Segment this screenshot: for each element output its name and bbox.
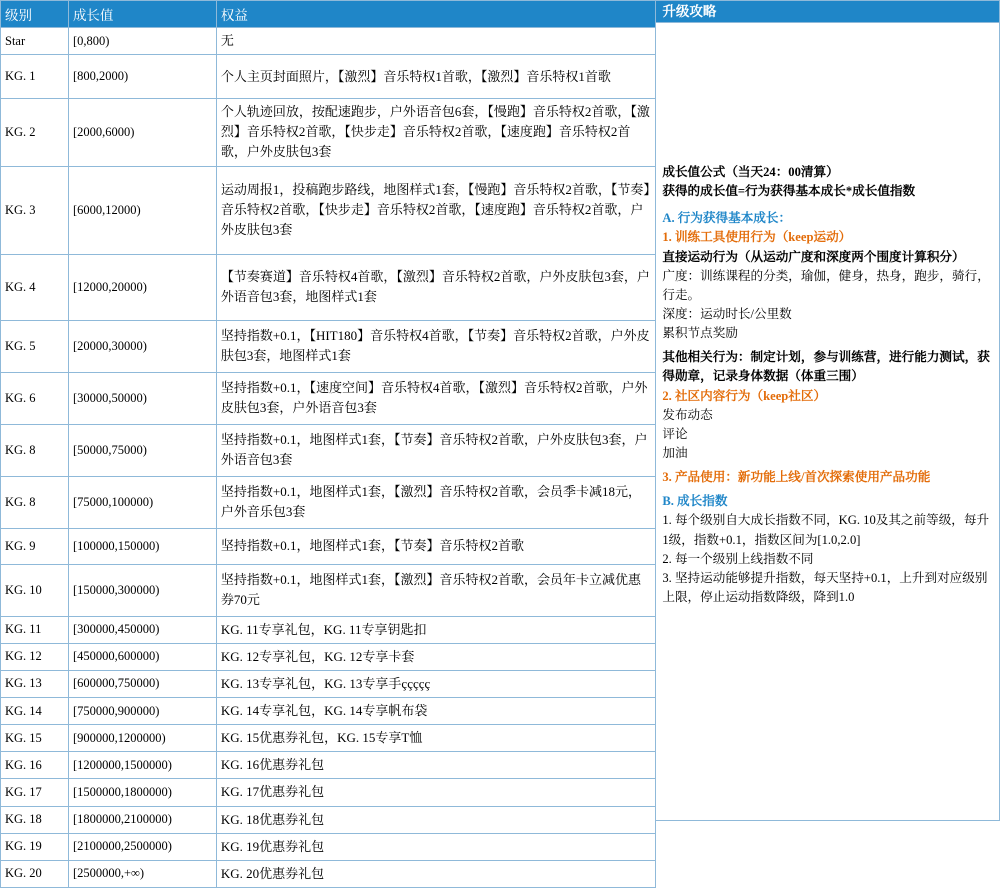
a2-title: 2. 社区内容行为（keep社区）	[662, 388, 827, 403]
cell-growth-value: [0,800)	[68, 28, 216, 55]
cell-level: KG. 14	[1, 697, 69, 724]
cell-growth-value: [800,2000)	[68, 55, 216, 99]
table-row	[1, 28, 656, 55]
cell-level: KG. 18	[1, 806, 69, 833]
cell-level: KG. 10	[1, 564, 69, 616]
cell-growth-value: [2100000,2500000)	[68, 833, 216, 860]
table-body	[1, 1, 656, 888]
a2-item-1: 评论	[662, 426, 688, 441]
cell-growth-value: [600000,750000)	[68, 670, 216, 697]
a2-item-2: 加油	[662, 445, 688, 460]
cell-level: KG. 8	[1, 476, 69, 528]
cell-growth-value: [750000,900000)	[68, 697, 216, 724]
a1-breadth: 广度：训练课程的分类，瑜伽，健身，热身，跑步，骑行，行走。	[662, 268, 990, 302]
b3-line: 3. 坚持运动能够提升指数，每天坚持+0.1，上升到对应级别上限，停止运动指数降级，降到1.0	[662, 570, 988, 604]
table-row	[1, 697, 656, 724]
cell-level: Star	[1, 28, 69, 55]
cell-level: KG. 20	[1, 860, 69, 887]
cell-benefit: 坚持指数+0.1，地图样式1套，【激烈】音乐特权2首歌，会员年卡立减优惠券70元	[216, 564, 655, 616]
table-row	[1, 616, 656, 643]
formula-line: 获得的成长值=行为获得基本成长*成长值指数	[662, 184, 916, 199]
cell-benefit: KG. 18优惠券礼包	[216, 806, 655, 833]
cell-benefit: 坚持指数+0.1，【速度空间】音乐特权4首歌，【激烈】音乐特权2首歌，户外皮肤包3套，户外语音包3套	[216, 372, 655, 424]
cell-benefit: KG. 14专享礼包，KG. 14专享帆布袋	[216, 697, 655, 724]
table-row	[1, 752, 656, 779]
cell-level: KG. 3	[1, 166, 69, 254]
table-row	[1, 424, 656, 476]
table-row	[1, 166, 656, 254]
table-row	[1, 55, 656, 99]
cell-growth-value: [12000,20000)	[68, 254, 216, 320]
cell-benefit: 坚持指数+0.1，【HIT180】音乐特权4首歌，【节奏】音乐特权2首歌，户外皮肤包3套，地图样式1套	[216, 320, 655, 372]
formula-title: 成长值公式（当天24：00清算）	[662, 165, 839, 179]
cell-growth-value: [1200000,1500000)	[68, 752, 216, 779]
cell-benefit: 无	[216, 28, 655, 55]
cell-benefit: KG. 20优惠券礼包	[216, 860, 655, 887]
cell-benefit: KG. 13专享礼包，KG. 13专享手ççççç	[216, 670, 655, 697]
table-row	[1, 860, 656, 887]
table-row	[1, 476, 656, 528]
table-row	[1, 670, 656, 697]
cell-benefit: KG. 19优惠券礼包	[216, 833, 655, 860]
column-header-benefit: 权益	[216, 1, 655, 28]
strategy-body	[656, 23, 999, 820]
cell-level: KG. 11	[1, 616, 69, 643]
table-row	[1, 833, 656, 860]
b1-line: 1. 每个级别自大成长指数不同，KG. 10及其之前等级，每升1级，指数+0.1，指数区间为[1.0,2.0]	[662, 513, 990, 547]
cell-benefit: 坚持指数+0.1，地图样式1套，【激烈】音乐特权2首歌，会员季卡减18元，户外音乐包3套	[216, 476, 655, 528]
cell-growth-value: [1500000,1800000)	[68, 779, 216, 806]
table-row	[1, 528, 656, 564]
cell-growth-value: [30000,50000)	[68, 372, 216, 424]
table-row	[1, 779, 656, 806]
cell-level: KG. 19	[1, 833, 69, 860]
cell-growth-value: [6000,12000)	[68, 166, 216, 254]
cell-growth-value: [150000,300000)	[68, 564, 216, 616]
cell-level: KG. 15	[1, 725, 69, 752]
cell-level: KG. 8	[1, 424, 69, 476]
cell-level: KG. 12	[1, 643, 69, 670]
cell-growth-value: [100000,150000)	[68, 528, 216, 564]
cell-level: KG. 6	[1, 372, 69, 424]
cell-benefit: 个人轨迹回放，按配速跑步，户外语音包6套，【慢跑】音乐特权2首歌，【激烈】音乐特权2首歌，【快步走】音乐特权2首歌，【速度跑】音乐特权2首歌，户外皮肤包3套	[216, 99, 655, 166]
cell-benefit: KG. 16优惠券礼包	[216, 752, 655, 779]
cell-growth-value: [450000,600000)	[68, 643, 216, 670]
a3-title: 3. 产品使用：新功能上线/首次探索使用产品功能	[662, 470, 931, 485]
cell-level: KG. 13	[1, 670, 69, 697]
table-row	[1, 643, 656, 670]
a1-title: 1. 训练工具使用行为（keep运动）	[662, 230, 852, 245]
cell-benefit: KG. 15优惠券礼包，KG. 15专享T恤	[216, 725, 655, 752]
cell-growth-value: [20000,30000)	[68, 320, 216, 372]
cell-benefit: KG. 17优惠券礼包	[216, 779, 655, 806]
section-b-title: B. 成长指数	[662, 494, 728, 509]
cell-benefit: KG. 12专享礼包，KG. 12专享卡套	[216, 643, 655, 670]
cell-benefit: KG. 11专享礼包，KG. 11专享钥匙扣	[216, 616, 655, 643]
table-row	[1, 372, 656, 424]
cell-level: KG. 5	[1, 320, 69, 372]
cell-benefit: 【节奏赛道】音乐特权4首歌，【激烈】音乐特权2首歌，户外皮肤包3套，户外语音包3套，地图样式1套	[216, 254, 655, 320]
cell-growth-value: [900000,1200000)	[68, 725, 216, 752]
cell-benefit: 个人主页封面照片，【激烈】音乐特权1首歌，【激烈】音乐特权1首歌	[216, 55, 655, 99]
a1-nodes: 累积节点奖励	[662, 326, 738, 341]
a1-other: 其他相关行为：制定计划，参与训练营，进行能力测试，获得勋章，记录身体数据（体重三围）	[662, 350, 990, 384]
cell-level: KG. 9	[1, 528, 69, 564]
a1-direct: 直接运动行为（从运动广度和深度两个围度计算积分）	[662, 249, 965, 264]
table-row	[1, 254, 656, 320]
column-header-level: 级别	[1, 1, 69, 28]
b2-line: 2. 每一个级别上线指数不同	[662, 551, 814, 566]
table-row	[1, 725, 656, 752]
a1-depth: 深度：运动时长/公里数	[662, 306, 792, 321]
cell-level: KG. 16	[1, 752, 69, 779]
cell-growth-value: [50000,75000)	[68, 424, 216, 476]
table-row	[1, 806, 656, 833]
cell-level: KG. 17	[1, 779, 69, 806]
cell-growth-value: [2500000,+∞)	[68, 860, 216, 887]
cell-growth-value: [2000,6000)	[68, 99, 216, 166]
cell-level: KG. 1	[1, 55, 69, 99]
cell-growth-value: [75000,100000)	[68, 476, 216, 528]
strategy-header: 升级攻略	[656, 1, 999, 23]
cell-level: KG. 2	[1, 99, 69, 166]
table-row	[1, 564, 656, 616]
upgrade-strategy-panel	[656, 0, 1000, 821]
table-row	[1, 99, 656, 166]
section-a-title: A. 行为获得基本成长：	[662, 211, 792, 226]
table-row	[1, 320, 656, 372]
cell-benefit: 坚持指数+0.1，地图样式1套，【节奏】音乐特权2首歌	[216, 528, 655, 564]
cell-level: KG. 4	[1, 254, 69, 320]
cell-growth-value: [1800000,2100000)	[68, 806, 216, 833]
cell-benefit: 坚持指数+0.1，地图样式1套，【节奏】音乐特权2首歌，户外皮肤包3套，户外语音包3套	[216, 424, 655, 476]
cell-growth-value: [300000,450000)	[68, 616, 216, 643]
cell-benefit: 运动周报1，投稿跑步路线，地图样式1套，【慢跑】音乐特权2首歌，【节奏】音乐特权2首歌，【快步走】音乐特权2首歌，【速度跑】音乐特权2首歌，户外皮肤包3套	[216, 166, 655, 254]
table-header-row	[1, 1, 656, 28]
a2-item-0: 发布动态	[662, 407, 713, 422]
strategy-top-spacer	[662, 23, 993, 163]
column-header-value: 成长值	[68, 1, 216, 28]
